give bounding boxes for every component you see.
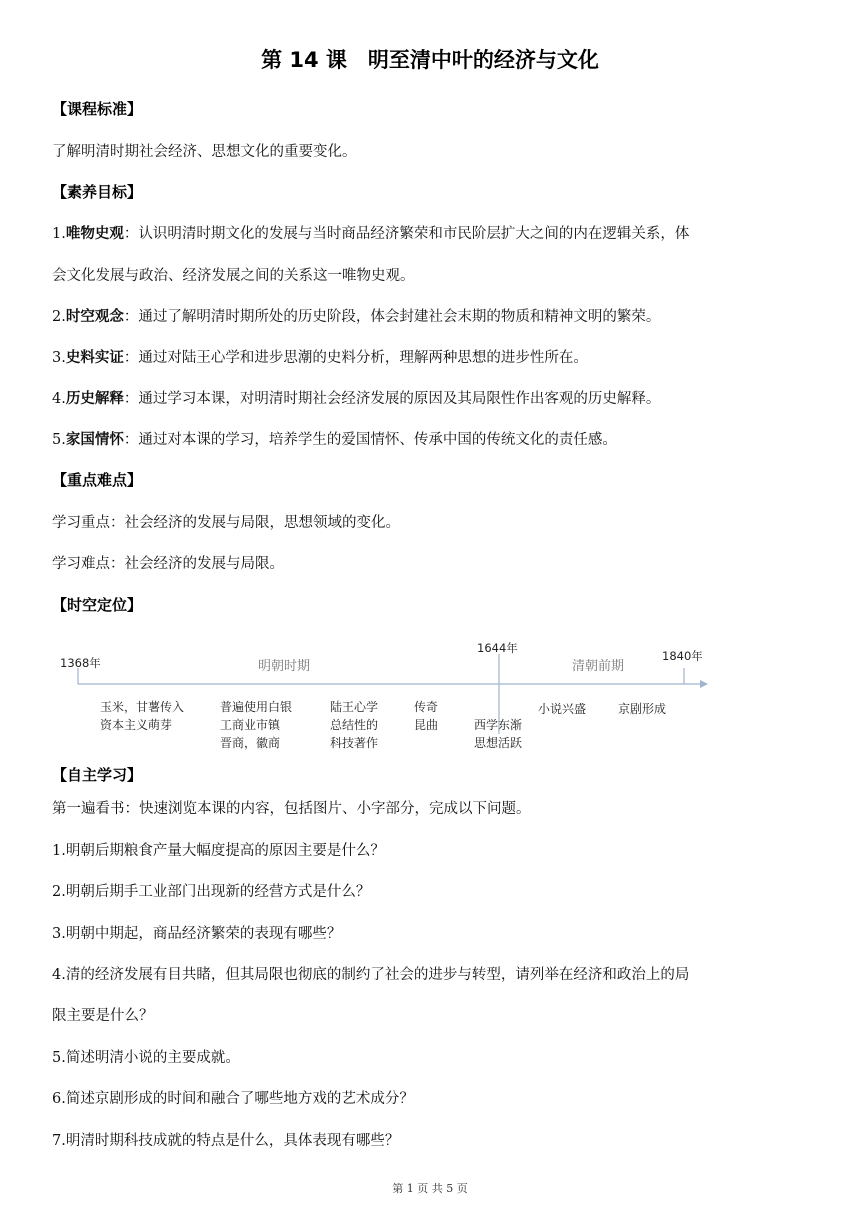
literacy-item: 5.家国情怀：通过对本课的学习，培养学生的爱国情怀、传承中国的传统文化的责任感。 — [52, 432, 617, 448]
timeline-heading: 【时空定位】 — [52, 596, 143, 614]
period-qing: 清朝前期 — [572, 659, 625, 674]
page-title: 第 14 课 明至清中叶的经济与文化 — [261, 48, 599, 72]
literacy-heading: 【素养目标】 — [52, 183, 143, 201]
question-item: 2.明朝后期手工业部门出现新的经营方式是什么？ — [52, 884, 371, 900]
timeline-event: 传奇 昆曲 — [414, 700, 439, 732]
question-item: 4.清的经济发展有目共睹，但其局限也彻底的制约了社会的进步与转型，请列举在经济和政治上的局 — [52, 967, 690, 983]
timeline-event: 普遍使用白银 工商业市镇 晋商，徽商 — [220, 700, 293, 750]
literacy-item: 1.唯物史观：认识明清时期文化的发展与当时商品经济繁荣和市民阶层扩大之间的内在逻辑关系，体 — [52, 226, 690, 242]
timeline-event: 京剧形成 — [618, 702, 667, 716]
self-study-heading: 【自主学习】 — [52, 766, 143, 784]
question-item: 3.明朝中期起，商品经济繁荣的表现有哪些？ — [52, 926, 342, 942]
question-item: 7.明清时期科技成就的特点是什么，具体表现有哪些？ — [52, 1133, 400, 1149]
literacy-item: 4.历史解释：通过学习本课，对明清时期社会经济发展的原因及其局限性作出客观的历史解释。 — [52, 391, 661, 407]
literacy-item: 3.史料实证：通过对陆王心学和进步思潮的史料分析，理解两种思想的进步性所在。 — [52, 350, 588, 366]
question-item: 1.明朝后期粮食产量大幅度提高的原因主要是什么？ — [52, 843, 385, 859]
timeline-diagram — [0, 630, 860, 760]
key-points-heading: 【重点难点】 — [52, 471, 143, 489]
timeline-event: 西学东渐 思想活跃 — [474, 718, 523, 750]
timeline-event: 陆王心学 总结性的 科技著作 — [330, 700, 379, 750]
timeline-event: 玉米，甘薯传入 资本主义萌芽 — [100, 700, 185, 732]
page-footer: 第 1 页 共 5 页 — [392, 1182, 468, 1195]
timeline-axis — [0, 630, 860, 760]
timeline-year-mid: 1644年 — [477, 641, 518, 655]
timeline-event: 小说兴盛 — [538, 702, 587, 716]
curriculum-heading: 【课程标准】 — [52, 100, 143, 118]
timeline-year-start: 1368年 — [60, 656, 101, 670]
period-ming: 明朝时期 — [258, 659, 311, 674]
curriculum-text: 了解明清时期社会经济、思想文化的重要变化。 — [52, 144, 357, 160]
question-item: 6.简述京剧形成的时间和融合了哪些地方戏的艺术成分？ — [52, 1091, 414, 1107]
timeline-year-end: 1840年 — [662, 649, 703, 663]
question-item: 5.简述明清小说的主要成就。 — [52, 1050, 240, 1066]
literacy-item: 2.时空观念：通过了解明清时期所处的历史阶段，体会封建社会末期的物质和精神文明的繁荣。 — [52, 309, 661, 325]
focus-text: 学习重点：社会经济的发展与局限，思想领域的变化。 — [52, 515, 400, 531]
literacy-item-continued: 会文化发展与政治、经济发展之间的关系这一唯物史观。 — [52, 268, 415, 284]
self-study-intro: 第一遍看书：快速浏览本课的内容，包括图片、小字部分，完成以下问题。 — [52, 801, 531, 817]
difficulty-text: 学习难点：社会经济的发展与局限。 — [52, 556, 284, 572]
question-item-continued: 限主要是什么？ — [52, 1008, 154, 1024]
